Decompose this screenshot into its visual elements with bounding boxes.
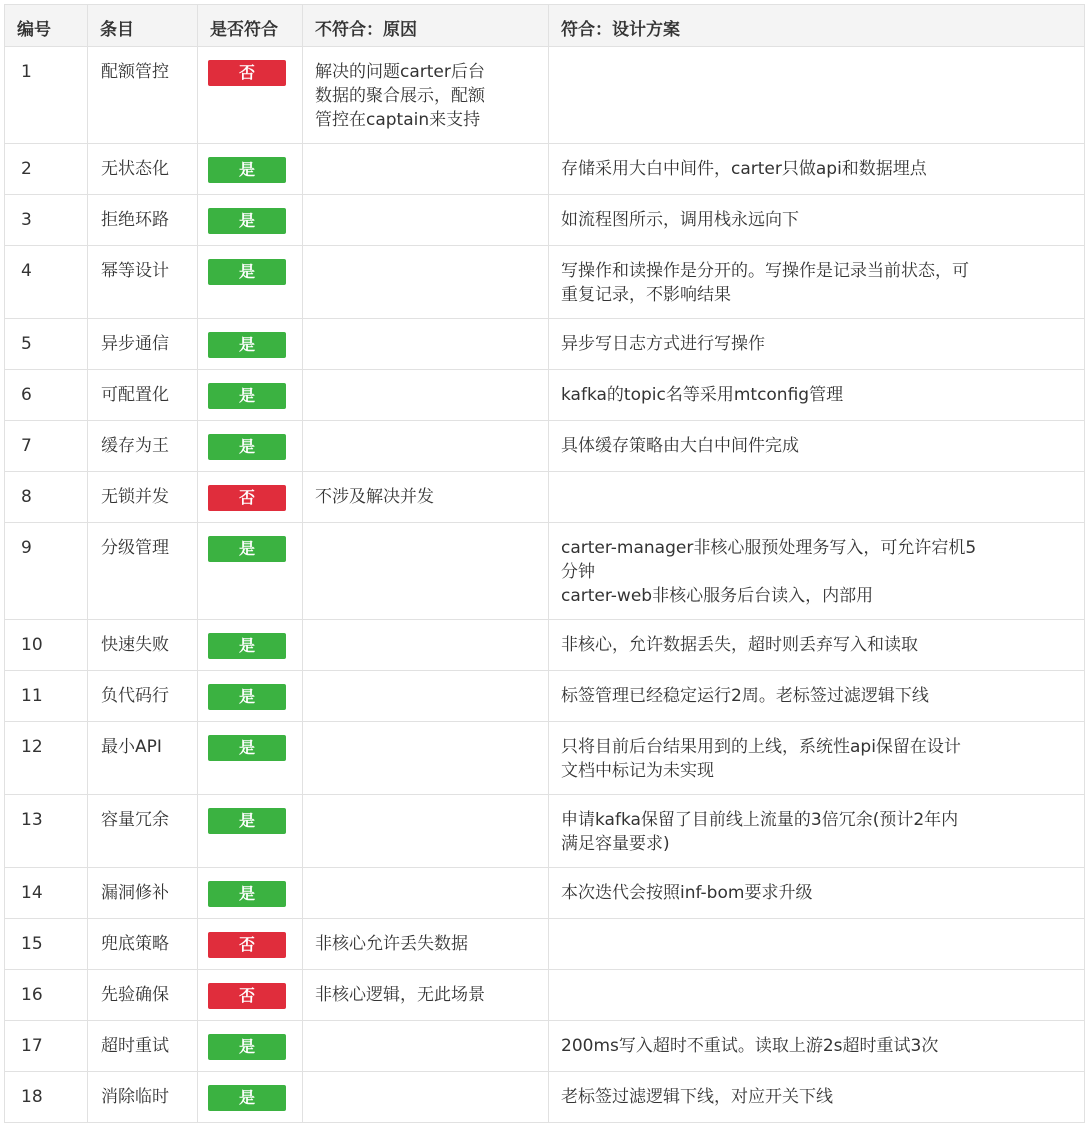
row-item: 无状态化 <box>88 144 198 195</box>
row-id: 1 <box>5 47 88 144</box>
header-compliant: 是否符合 <box>198 5 303 47</box>
row-item: 分级管理 <box>88 523 198 620</box>
row-reason <box>303 246 549 319</box>
row-item: 兜底策略 <box>88 919 198 970</box>
design-line: 具体缓存策略由大白中间件完成 <box>561 436 799 456</box>
status-badge-no: 否 <box>208 60 286 86</box>
header-item: 条目 <box>88 5 198 47</box>
row-status-cell <box>198 319 303 370</box>
status-badge-yes: 是 <box>208 383 286 409</box>
table-row <box>5 1072 1085 1123</box>
status-badge-yes: 是 <box>208 259 286 285</box>
row-id: 15 <box>5 919 88 970</box>
status-badge-yes: 是 <box>208 881 286 907</box>
status-badge-yes: 是 <box>208 684 286 710</box>
row-status-cell <box>198 47 303 144</box>
row-design <box>549 144 1085 195</box>
status-badge-no: 否 <box>208 485 286 511</box>
reason-line: 非核心允许丢失数据 <box>315 934 468 954</box>
row-item: 容量冗余 <box>88 795 198 868</box>
row-id: 9 <box>5 523 88 620</box>
row-item: 拒绝环路 <box>88 195 198 246</box>
row-design <box>549 1072 1085 1123</box>
row-status-cell <box>198 144 303 195</box>
design-line: carter-manager非核心服预处理务写入，可允许宕机5 <box>561 538 977 558</box>
row-id: 8 <box>5 472 88 523</box>
table-row <box>5 1021 1085 1072</box>
status-badge-no: 否 <box>208 983 286 1009</box>
status-badge-no: 否 <box>208 932 286 958</box>
row-item: 最小API <box>88 722 198 795</box>
design-line: 写操作和读操作是分开的。写操作是记录当前状态，可 <box>561 261 969 281</box>
design-line: 只将目前后台结果用到的上线，系统性api保留在设计 <box>561 737 961 757</box>
row-status-cell <box>198 795 303 868</box>
reason-line: 非核心逻辑，无此场景 <box>315 985 485 1005</box>
row-item: 无锁并发 <box>88 472 198 523</box>
design-line: 如流程图所示，调用栈永远向下 <box>561 210 799 230</box>
table-row <box>5 620 1085 671</box>
reason-line: 数据的聚合展示，配额 <box>315 86 485 106</box>
table-row <box>5 47 1085 144</box>
row-id: 7 <box>5 421 88 472</box>
row-id: 16 <box>5 970 88 1021</box>
row-reason <box>303 370 549 421</box>
table-row <box>5 370 1085 421</box>
design-line: carter-web非核心服务后台读入，内部用 <box>561 586 874 606</box>
row-design <box>549 868 1085 919</box>
row-item: 消除临时 <box>88 1072 198 1123</box>
status-badge-yes: 是 <box>208 434 286 460</box>
row-status-cell <box>198 246 303 319</box>
row-design <box>549 523 1085 620</box>
row-status-cell <box>198 1021 303 1072</box>
row-item: 负代码行 <box>88 671 198 722</box>
design-line: 满足容量要求) <box>561 834 670 854</box>
header-id: 编号 <box>5 5 88 47</box>
row-reason <box>303 620 549 671</box>
row-design <box>549 795 1085 868</box>
row-status-cell <box>198 1072 303 1123</box>
row-id: 18 <box>5 1072 88 1123</box>
row-design <box>549 319 1085 370</box>
row-status-cell <box>198 722 303 795</box>
table-row <box>5 671 1085 722</box>
status-badge-yes: 是 <box>208 1085 286 1111</box>
row-reason <box>303 868 549 919</box>
design-line: 申请kafka保留了目前线上流量的3倍冗余(预计2年内 <box>561 810 959 830</box>
row-id: 5 <box>5 319 88 370</box>
row-reason <box>303 1072 549 1123</box>
row-design <box>549 970 1085 1021</box>
row-item: 缓存为王 <box>88 421 198 472</box>
row-id: 14 <box>5 868 88 919</box>
row-reason <box>303 919 549 970</box>
reason-line: 解决的问题carter后台 <box>315 62 485 82</box>
row-item: 漏洞修补 <box>88 868 198 919</box>
status-badge-yes: 是 <box>208 735 286 761</box>
row-reason <box>303 523 549 620</box>
row-id: 4 <box>5 246 88 319</box>
row-item: 可配置化 <box>88 370 198 421</box>
table-row <box>5 523 1085 620</box>
table-row <box>5 722 1085 795</box>
row-reason <box>303 47 549 144</box>
row-reason <box>303 144 549 195</box>
status-badge-yes: 是 <box>208 536 286 562</box>
table-row <box>5 970 1085 1021</box>
row-reason <box>303 421 549 472</box>
row-reason <box>303 671 549 722</box>
design-line: 老标签过滤逻辑下线，对应开关下线 <box>561 1087 833 1107</box>
row-status-cell <box>198 671 303 722</box>
design-line: 异步写日志方式进行写操作 <box>561 334 765 354</box>
row-status-cell <box>198 370 303 421</box>
design-line: 存储采用大白中间件，carter只做api和数据埋点 <box>561 159 927 179</box>
row-id: 12 <box>5 722 88 795</box>
table-row <box>5 795 1085 868</box>
design-line: kafka的topic名等采用mtconfig管理 <box>561 385 844 405</box>
row-item: 配额管控 <box>88 47 198 144</box>
row-design <box>549 421 1085 472</box>
row-status-cell <box>198 919 303 970</box>
reason-line: 管控在captain来支持 <box>315 110 481 130</box>
row-item: 快速失败 <box>88 620 198 671</box>
row-design <box>549 195 1085 246</box>
row-status-cell <box>198 195 303 246</box>
header-row <box>5 5 1085 47</box>
table-row <box>5 919 1085 970</box>
row-status-cell <box>198 472 303 523</box>
row-status-cell <box>198 523 303 620</box>
row-item: 超时重试 <box>88 1021 198 1072</box>
status-badge-yes: 是 <box>208 208 286 234</box>
design-line: 200ms写入超时不重试。读取上游2s超时重试3次 <box>561 1036 939 1056</box>
row-id: 10 <box>5 620 88 671</box>
row-reason <box>303 1021 549 1072</box>
row-reason <box>303 722 549 795</box>
row-design <box>549 47 1085 144</box>
row-item: 异步通信 <box>88 319 198 370</box>
header-design: 符合：设计方案 <box>549 5 1085 47</box>
table-row <box>5 868 1085 919</box>
row-reason <box>303 970 549 1021</box>
header-reason: 不符合：原因 <box>303 5 549 47</box>
compliance-table <box>4 4 1085 1123</box>
row-design <box>549 1021 1085 1072</box>
design-line: 标签管理已经稳定运行2周。老标签过滤逻辑下线 <box>561 686 929 706</box>
row-status-cell <box>198 868 303 919</box>
row-id: 6 <box>5 370 88 421</box>
status-badge-yes: 是 <box>208 157 286 183</box>
table-row <box>5 472 1085 523</box>
row-id: 17 <box>5 1021 88 1072</box>
status-badge-yes: 是 <box>208 808 286 834</box>
design-line: 本次迭代会按照inf-bom要求升级 <box>561 883 813 903</box>
row-status-cell <box>198 620 303 671</box>
row-design <box>549 919 1085 970</box>
row-reason <box>303 195 549 246</box>
table-body <box>5 47 1085 1123</box>
row-reason <box>303 319 549 370</box>
design-line: 重复记录，不影响结果 <box>561 285 731 305</box>
row-item: 幂等设计 <box>88 246 198 319</box>
table-row <box>5 246 1085 319</box>
row-design <box>549 472 1085 523</box>
row-reason <box>303 795 549 868</box>
table-row <box>5 195 1085 246</box>
row-status-cell <box>198 970 303 1021</box>
table-row <box>5 421 1085 472</box>
table-row <box>5 319 1085 370</box>
status-badge-yes: 是 <box>208 633 286 659</box>
design-line: 文档中标记为未实现 <box>561 761 714 781</box>
row-reason <box>303 472 549 523</box>
row-id: 2 <box>5 144 88 195</box>
row-id: 11 <box>5 671 88 722</box>
status-badge-yes: 是 <box>208 332 286 358</box>
status-badge-yes: 是 <box>208 1034 286 1060</box>
row-id: 3 <box>5 195 88 246</box>
design-line: 分钟 <box>561 562 595 582</box>
row-design <box>549 671 1085 722</box>
row-design <box>549 246 1085 319</box>
reason-line: 不涉及解决并发 <box>315 487 434 507</box>
row-id: 13 <box>5 795 88 868</box>
row-design <box>549 722 1085 795</box>
row-status-cell <box>198 421 303 472</box>
row-design <box>549 620 1085 671</box>
row-item: 先验确保 <box>88 970 198 1021</box>
row-design <box>549 370 1085 421</box>
design-line: 非核心，允许数据丢失，超时则丢弃写入和读取 <box>561 635 918 655</box>
table-row <box>5 144 1085 195</box>
